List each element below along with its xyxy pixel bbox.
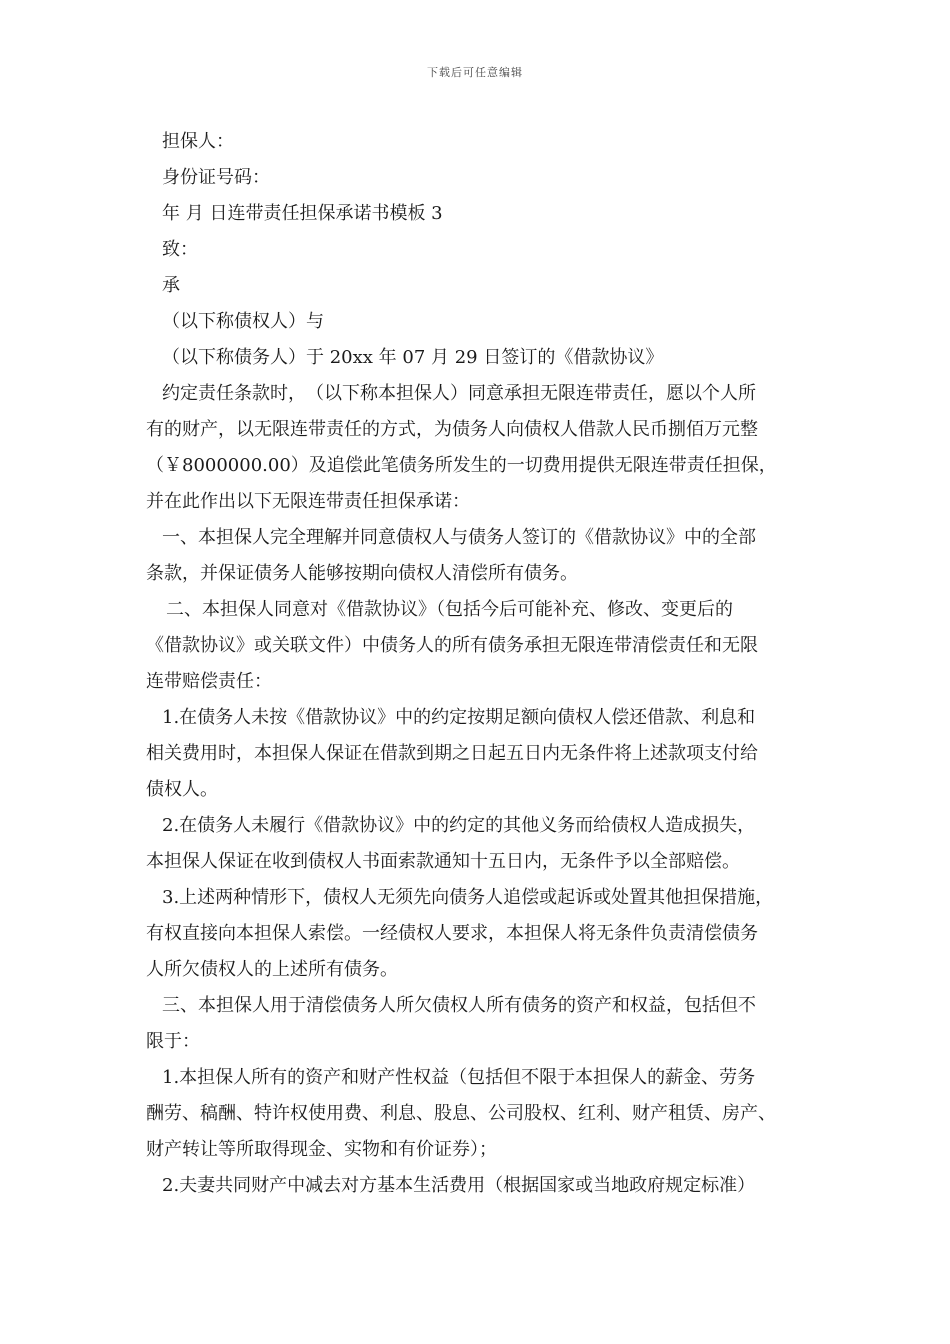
clause-two-item-3: 3.上述两种情形下，债权人无须先向债务人追偿或起诉或处置其他担保措施， bbox=[162, 887, 774, 908]
date-title-line: 年 月 日连带责任担保承诺书模板 3 bbox=[162, 203, 443, 224]
paragraph-line: 相关费用时，本担保人保证在借款到期之日起五日内无条件将上述款项支付给 bbox=[146, 743, 758, 764]
clause-three-item-1: 1.本担保人所有的资产和财产性权益（包括但不限于本担保人的薪金、劳务 bbox=[162, 1067, 756, 1088]
paragraph-line: 限于： bbox=[146, 1031, 200, 1052]
paragraph-line: 有权直接向本担保人索偿。一经债权人要求，本担保人将无条件负责清偿债务 bbox=[146, 923, 758, 944]
clause-two-item-1: 1.在债务人未按《借款协议》中的约定按期足额向债权人偿还借款、利息和 bbox=[162, 707, 756, 728]
paragraph-line: 本担保人保证在收到债权人书面索款通知十五日内，无条件予以全部赔偿。 bbox=[146, 851, 740, 872]
clause-three: 三、本担保人用于清偿债务人所欠债权人所有债务的资产和权益，包括但不 bbox=[162, 995, 756, 1016]
guarantor-label: 担保人： bbox=[162, 131, 234, 152]
addressee-label: 致： bbox=[162, 239, 198, 260]
paragraph-line: 财产转让等所取得现金、实物和有价证券）； bbox=[146, 1139, 497, 1160]
id-number-label: 身份证号码： bbox=[162, 167, 270, 188]
paragraph-line: 有的财产，以无限连带责任的方式，为债务人向债权人借款人民币捌佰万元整 bbox=[146, 419, 758, 440]
paragraph-line: 人所欠债权人的上述所有债务。 bbox=[146, 959, 398, 980]
document-body bbox=[146, 124, 806, 1204]
paragraph-line: 约定责任条款时， （以下称本担保人）同意承担无限连带责任，愿以个人所 bbox=[162, 383, 756, 404]
page-header: 下载后可任意编辑 bbox=[427, 66, 523, 79]
paragraph-line: 连带赔偿责任： bbox=[146, 671, 272, 692]
paragraph-line: （以下称债权人）与 bbox=[162, 311, 324, 332]
clause-two: 二、本担保人同意对《借款协议》（包括今后可能补充、修改、变更后的 bbox=[166, 599, 733, 620]
paragraph-line: 承 bbox=[162, 275, 180, 296]
paragraph-line: （￥8000000.00）及追偿此笔债务所发生的一切费用提供无限连带责任担保， bbox=[146, 455, 777, 476]
clause-one: 一、本担保人完全理解并同意债权人与债务人签订的《借款协议》中的全部 bbox=[162, 527, 756, 548]
paragraph-line: 条款，并保证债务人能够按期向债权人清偿所有债务。 bbox=[146, 563, 578, 584]
clause-three-item-2: 2.夫妻共同财产中减去对方基本生活费用（根据国家或当地政府规定标准） bbox=[162, 1175, 756, 1196]
paragraph-line: （以下称债务人）于 20xx 年 07 月 29 日签订的《借款协议》 bbox=[162, 347, 664, 368]
paragraph-line: 酬劳、稿酬、特许权使用费、利息、股息、公司股权、红利、财产租赁、房产、 bbox=[146, 1103, 776, 1124]
paragraph-line: 并在此作出以下无限连带责任担保承诺： bbox=[146, 491, 470, 512]
paragraph-line: 《借款协议》或关联文件）中债务人的所有债务承担无限连带清偿责任和无限 bbox=[146, 635, 758, 656]
paragraph-line: 债权人。 bbox=[146, 779, 218, 800]
clause-two-item-2: 2.在债务人未履行《借款协议》中的约定的其他义务而给债权人造成损失， bbox=[162, 815, 756, 836]
